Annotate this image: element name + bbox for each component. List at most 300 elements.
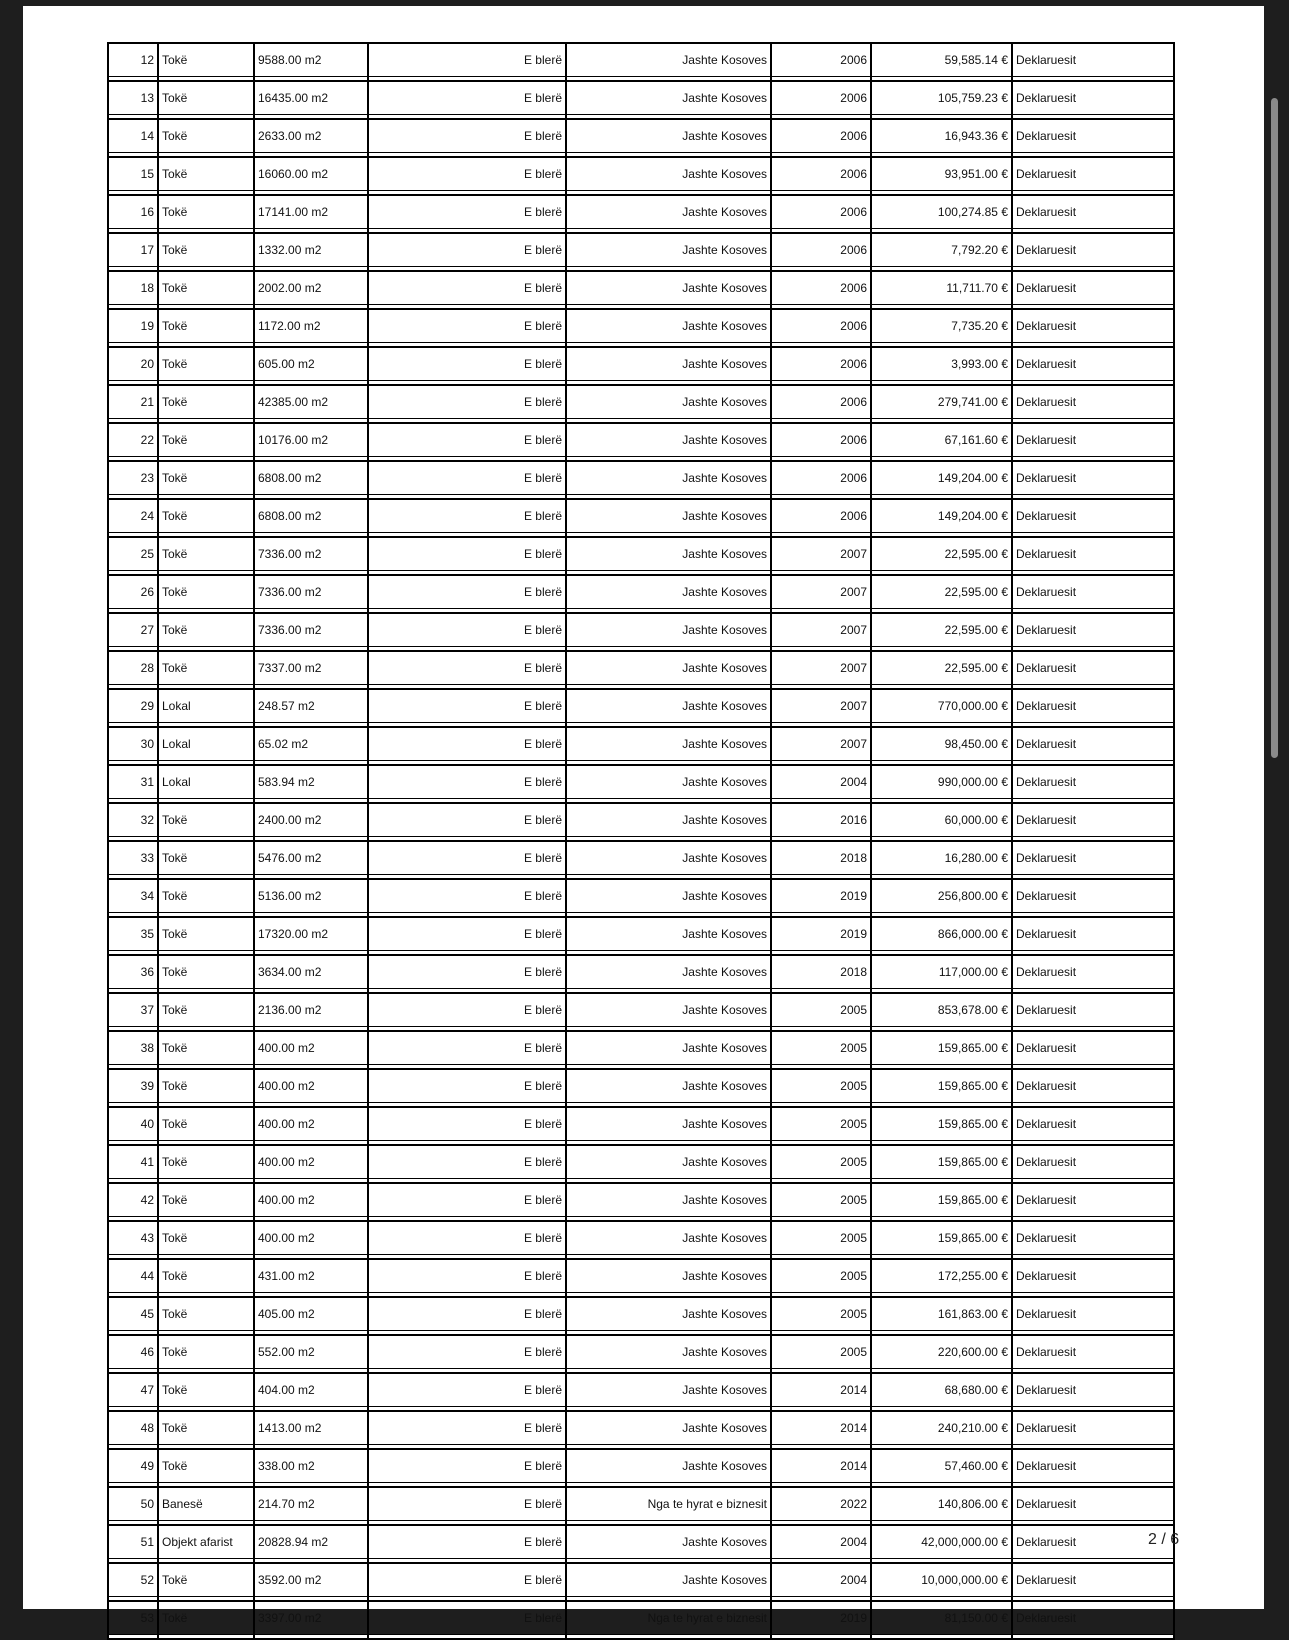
cell-value: 140,806.00 € [871,1487,1012,1525]
cell-area: 7336.00 m2 [254,537,368,575]
cell-area: 2002.00 m2 [254,271,368,309]
table-row [108,613,1174,651]
cell-year: 2006 [771,233,871,271]
cell-funding-source: Jashte Kosoves [566,765,771,803]
cell-value: 172,255.00 € [871,1259,1012,1297]
table-row [108,841,1174,879]
cell-acquisition-type: E blerë [368,1221,566,1259]
cell-funding-source: Jashte Kosoves [566,119,771,157]
cell-property-type: Tokë [158,195,254,233]
cell-owner: Deklaruesit [1012,1411,1174,1449]
table-row [108,765,1174,803]
cell-property-type: Lokal [158,727,254,765]
cell-property-type: Tokë [158,1069,254,1107]
cell-year: 2006 [771,499,871,537]
cell-property-type: Tokë [158,271,254,309]
cell-row-number: 12 [108,43,158,81]
cell-property-type: Tokë [158,955,254,993]
cell-value: 7,792.20 € [871,233,1012,271]
cell-value: 117,000.00 € [871,955,1012,993]
cell-row-number: 34 [108,879,158,917]
cell-property-type: Tokë [158,613,254,651]
cell-area: 338.00 m2 [254,1449,368,1487]
cell-funding-source: Jashte Kosoves [566,385,771,423]
cell-value: 22,595.00 € [871,651,1012,689]
cell-property-type: Tokë [158,1297,254,1335]
cell-property-type: Tokë [158,157,254,195]
table-row [108,1525,1174,1563]
cell-area: 583.94 m2 [254,765,368,803]
cell-year: 2007 [771,537,871,575]
cell-area: 7336.00 m2 [254,575,368,613]
cell-area: 405.00 m2 [254,1297,368,1335]
cell-area: 400.00 m2 [254,1107,368,1145]
cell-owner: Deklaruesit [1012,1145,1174,1183]
cell-year: 2006 [771,385,871,423]
cell-row-number: 47 [108,1373,158,1411]
cell-funding-source: Jashte Kosoves [566,423,771,461]
cell-owner: Deklaruesit [1012,879,1174,917]
cell-value: 159,865.00 € [871,1069,1012,1107]
cell-value: 7,735.20 € [871,309,1012,347]
cell-property-type: Tokë [158,119,254,157]
cell-year: 2014 [771,1411,871,1449]
cell-owner: Deklaruesit [1012,43,1174,81]
cell-value: 11,711.70 € [871,271,1012,309]
cell-row-number: 44 [108,1259,158,1297]
table-row [108,1373,1174,1411]
cell-property-type: Tokë [158,1183,254,1221]
table-row [108,575,1174,613]
cell-funding-source: Jashte Kosoves [566,195,771,233]
cell-acquisition-type: E blerë [368,1525,566,1563]
cell-acquisition-type: E blerë [368,993,566,1031]
cell-value: 159,865.00 € [871,1031,1012,1069]
cell-area: 248.57 m2 [254,689,368,727]
cell-year: 2018 [771,841,871,879]
cell-owner: Deklaruesit [1012,1487,1174,1525]
table-row [108,993,1174,1031]
cell-acquisition-type: E blerë [368,271,566,309]
cell-property-type: Tokë [158,1449,254,1487]
cell-owner: Deklaruesit [1012,1297,1174,1335]
cell-row-number: 16 [108,195,158,233]
cell-value: 59,585.14 € [871,43,1012,81]
cell-owner: Deklaruesit [1012,993,1174,1031]
cell-acquisition-type: E blerë [368,1563,566,1601]
cell-area: 214.70 m2 [254,1487,368,1525]
cell-property-type: Tokë [158,841,254,879]
table-row [108,309,1174,347]
cell-acquisition-type: E blerë [368,1411,566,1449]
cell-acquisition-type: E blerë [368,879,566,917]
cell-owner: Deklaruesit [1012,689,1174,727]
cell-acquisition-type: E blerë [368,1183,566,1221]
cell-year: 2018 [771,955,871,993]
cell-area: 16060.00 m2 [254,157,368,195]
cell-value: 22,595.00 € [871,613,1012,651]
cell-row-number: 37 [108,993,158,1031]
cell-row-number: 27 [108,613,158,651]
cell-owner: Deklaruesit [1012,1449,1174,1487]
cell-acquisition-type: E blerë [368,461,566,499]
cell-row-number: 40 [108,1107,158,1145]
cell-area: 400.00 m2 [254,1031,368,1069]
cell-year: 2006 [771,119,871,157]
cell-acquisition-type: E blerë [368,803,566,841]
cell-row-number: 33 [108,841,158,879]
cell-owner: Deklaruesit [1012,347,1174,385]
cell-year: 2006 [771,461,871,499]
cell-row-number: 32 [108,803,158,841]
cell-area: 3592.00 m2 [254,1563,368,1601]
cell-area: 3634.00 m2 [254,955,368,993]
cell-owner: Deklaruesit [1012,1335,1174,1373]
cell-acquisition-type: E blerë [368,385,566,423]
cell-value: 149,204.00 € [871,499,1012,537]
cell-property-type: Tokë [158,347,254,385]
document-page [23,6,1264,1625]
cell-acquisition-type: E blerë [368,689,566,727]
cell-row-number: 28 [108,651,158,689]
cell-year: 2005 [771,993,871,1031]
cell-owner: Deklaruesit [1012,613,1174,651]
cell-row-number: 30 [108,727,158,765]
cell-acquisition-type: E blerë [368,347,566,385]
cell-property-type: Tokë [158,43,254,81]
cell-row-number: 29 [108,689,158,727]
cell-area: 404.00 m2 [254,1373,368,1411]
cell-year: 2007 [771,727,871,765]
cell-acquisition-type: E blerë [368,841,566,879]
cell-acquisition-type: E blerë [368,157,566,195]
cell-row-number: 26 [108,575,158,613]
cell-funding-source: Nga te hyrat e biznesit [566,1487,771,1525]
cell-row-number: 21 [108,385,158,423]
cell-year: 2006 [771,81,871,119]
cell-funding-source: Jashte Kosoves [566,575,771,613]
cell-row-number: 22 [108,423,158,461]
cell-row-number: 46 [108,1335,158,1373]
table-row [108,195,1174,233]
cell-acquisition-type: E blerë [368,1449,566,1487]
cell-owner: Deklaruesit [1012,195,1174,233]
cell-value: 159,865.00 € [871,1183,1012,1221]
cell-acquisition-type: E blerë [368,575,566,613]
cell-owner: Deklaruesit [1012,727,1174,765]
cell-funding-source: Jashte Kosoves [566,651,771,689]
cell-property-type: Tokë [158,1335,254,1373]
cell-area: 7336.00 m2 [254,613,368,651]
cell-funding-source: Jashte Kosoves [566,803,771,841]
cell-area: 400.00 m2 [254,1221,368,1259]
table-row [108,233,1174,271]
cell-row-number: 23 [108,461,158,499]
cell-area: 1172.00 m2 [254,309,368,347]
cell-area: 42385.00 m2 [254,385,368,423]
cell-value: 279,741.00 € [871,385,1012,423]
cell-year: 2006 [771,43,871,81]
cell-value: 161,863.00 € [871,1297,1012,1335]
cell-owner: Deklaruesit [1012,1601,1174,1639]
cell-owner: Deklaruesit [1012,1525,1174,1563]
cell-value: 220,600.00 € [871,1335,1012,1373]
cell-funding-source: Jashte Kosoves [566,537,771,575]
cell-area: 2136.00 m2 [254,993,368,1031]
cell-funding-source: Jashte Kosoves [566,1031,771,1069]
cell-area: 20828.94 m2 [254,1525,368,1563]
table-row [108,689,1174,727]
cell-year: 2014 [771,1449,871,1487]
table-row [108,43,1174,81]
cell-acquisition-type: E blerë [368,1107,566,1145]
cell-owner: Deklaruesit [1012,841,1174,879]
cell-owner: Deklaruesit [1012,119,1174,157]
cell-area: 65.02 m2 [254,727,368,765]
cell-value: 159,865.00 € [871,1107,1012,1145]
cell-row-number: 51 [108,1525,158,1563]
cell-property-type: Tokë [158,233,254,271]
cell-acquisition-type: E blerë [368,195,566,233]
property-table-body [108,43,1174,1639]
cell-row-number: 19 [108,309,158,347]
cell-property-type: Tokë [158,803,254,841]
cell-area: 16435.00 m2 [254,81,368,119]
cell-area: 9588.00 m2 [254,43,368,81]
cell-value: 16,280.00 € [871,841,1012,879]
cell-owner: Deklaruesit [1012,1031,1174,1069]
cell-value: 16,943.36 € [871,119,1012,157]
cell-acquisition-type: E blerë [368,917,566,955]
cell-property-type: Tokë [158,1411,254,1449]
cell-area: 400.00 m2 [254,1183,368,1221]
cell-acquisition-type: E blerë [368,1069,566,1107]
cell-area: 5476.00 m2 [254,841,368,879]
cell-value: 22,595.00 € [871,575,1012,613]
table-row [108,1069,1174,1107]
table-row [108,423,1174,461]
cell-funding-source: Jashte Kosoves [566,1335,771,1373]
table-row [108,1221,1174,1259]
cell-property-type: Tokë [158,651,254,689]
cell-value: 98,450.00 € [871,727,1012,765]
cell-value: 22,595.00 € [871,537,1012,575]
cell-acquisition-type: E blerë [368,1297,566,1335]
cell-acquisition-type: E blerë [368,651,566,689]
cell-year: 2007 [771,575,871,613]
table-row [108,727,1174,765]
cell-row-number: 53 [108,1601,158,1639]
cell-area: 552.00 m2 [254,1335,368,1373]
cell-owner: Deklaruesit [1012,81,1174,119]
cell-year: 2007 [771,613,871,651]
cell-owner: Deklaruesit [1012,499,1174,537]
table-row [108,879,1174,917]
cell-year: 2005 [771,1183,871,1221]
cell-year: 2004 [771,765,871,803]
cell-owner: Deklaruesit [1012,423,1174,461]
cell-area: 6808.00 m2 [254,499,368,537]
cell-property-type: Tokë [158,309,254,347]
cell-acquisition-type: E blerë [368,1487,566,1525]
cell-value: 60,000.00 € [871,803,1012,841]
cell-property-type: Tokë [158,1221,254,1259]
cell-year: 2007 [771,651,871,689]
table-row [108,1145,1174,1183]
cell-row-number: 41 [108,1145,158,1183]
cell-year: 2005 [771,1221,871,1259]
cell-acquisition-type: E blerë [368,1031,566,1069]
cell-funding-source: Jashte Kosoves [566,347,771,385]
cell-funding-source: Jashte Kosoves [566,841,771,879]
cell-acquisition-type: E blerë [368,233,566,271]
cell-row-number: 17 [108,233,158,271]
cell-row-number: 31 [108,765,158,803]
cell-funding-source: Jashte Kosoves [566,1297,771,1335]
table-row [108,1183,1174,1221]
cell-funding-source: Jashte Kosoves [566,499,771,537]
cell-funding-source: Jashte Kosoves [566,993,771,1031]
cell-owner: Deklaruesit [1012,271,1174,309]
cell-area: 10176.00 m2 [254,423,368,461]
cell-acquisition-type: E blerë [368,499,566,537]
cell-property-type: Tokë [158,1563,254,1601]
cell-acquisition-type: E blerë [368,537,566,575]
cell-property-type: Objekt afarist [158,1525,254,1563]
cell-year: 2016 [771,803,871,841]
cell-row-number: 50 [108,1487,158,1525]
cell-area: 1332.00 m2 [254,233,368,271]
cell-area: 431.00 m2 [254,1259,368,1297]
cell-acquisition-type: E blerë [368,309,566,347]
cell-acquisition-type: E blerë [368,43,566,81]
cell-funding-source: Jashte Kosoves [566,1411,771,1449]
cell-year: 2005 [771,1145,871,1183]
cell-value: 42,000,000.00 € [871,1525,1012,1563]
cell-owner: Deklaruesit [1012,575,1174,613]
table-row [108,1259,1174,1297]
cell-row-number: 42 [108,1183,158,1221]
cell-owner: Deklaruesit [1012,537,1174,575]
cell-owner: Deklaruesit [1012,803,1174,841]
cell-year: 2022 [771,1487,871,1525]
cell-value: 866,000.00 € [871,917,1012,955]
cell-row-number: 39 [108,1069,158,1107]
cell-area: 6808.00 m2 [254,461,368,499]
cell-value: 770,000.00 € [871,689,1012,727]
cell-row-number: 43 [108,1221,158,1259]
cell-owner: Deklaruesit [1012,233,1174,271]
cell-area: 400.00 m2 [254,1145,368,1183]
table-row [108,955,1174,993]
cell-value: 105,759.23 € [871,81,1012,119]
cell-owner: Deklaruesit [1012,765,1174,803]
cell-acquisition-type: E blerë [368,1373,566,1411]
cell-property-type: Tokë [158,917,254,955]
cell-value: 159,865.00 € [871,1221,1012,1259]
table-row [108,1563,1174,1601]
cell-funding-source: Jashte Kosoves [566,1221,771,1259]
cell-property-type: Lokal [158,765,254,803]
cell-row-number: 25 [108,537,158,575]
table-row [108,1031,1174,1069]
table-row [108,1487,1174,1525]
cell-row-number: 48 [108,1411,158,1449]
cell-property-type: Tokë [158,81,254,119]
cell-property-type: Tokë [158,879,254,917]
cell-acquisition-type: E blerë [368,765,566,803]
cell-year: 2006 [771,423,871,461]
cell-property-type: Tokë [158,385,254,423]
cell-area: 605.00 m2 [254,347,368,385]
cell-funding-source: Jashte Kosoves [566,1107,771,1145]
cell-year: 2006 [771,347,871,385]
cell-property-type: Tokë [158,423,254,461]
cell-property-type: Banesë [158,1487,254,1525]
cell-area: 17320.00 m2 [254,917,368,955]
cell-year: 2005 [771,1069,871,1107]
cell-property-type: Tokë [158,1031,254,1069]
cell-year: 2019 [771,879,871,917]
cell-row-number: 13 [108,81,158,119]
table-row [108,1335,1174,1373]
cell-value: 3,993.00 € [871,347,1012,385]
cell-row-number: 49 [108,1449,158,1487]
cell-area: 2400.00 m2 [254,803,368,841]
table-row [108,917,1174,955]
cell-value: 256,800.00 € [871,879,1012,917]
table-row [108,1411,1174,1449]
table-row [108,1107,1174,1145]
cell-row-number: 52 [108,1563,158,1601]
cell-owner: Deklaruesit [1012,1107,1174,1145]
cell-funding-source: Jashte Kosoves [566,81,771,119]
cell-funding-source: Jashte Kosoves [566,1563,771,1601]
cell-acquisition-type: E blerë [368,727,566,765]
cell-row-number: 35 [108,917,158,955]
cell-acquisition-type: E blerë [368,1145,566,1183]
cell-funding-source: Jashte Kosoves [566,1183,771,1221]
table-row [108,1297,1174,1335]
cell-property-type: Tokë [158,575,254,613]
cell-funding-source: Jashte Kosoves [566,955,771,993]
cell-funding-source: Jashte Kosoves [566,1373,771,1411]
page-indicator: 2 / 6 [1148,1531,1180,1548]
cell-owner: Deklaruesit [1012,917,1174,955]
cell-funding-source: Jashte Kosoves [566,1069,771,1107]
table-row [108,385,1174,423]
cell-value: 10,000,000.00 € [871,1563,1012,1601]
cell-year: 2006 [771,195,871,233]
cell-area: 7337.00 m2 [254,651,368,689]
cell-property-type: Tokë [158,537,254,575]
cell-funding-source: Jashte Kosoves [566,727,771,765]
cell-property-type: Tokë [158,1145,254,1183]
cell-owner: Deklaruesit [1012,1563,1174,1601]
cell-area: 400.00 m2 [254,1069,368,1107]
cell-row-number: 45 [108,1297,158,1335]
cell-year: 2005 [771,1335,871,1373]
cell-funding-source: Jashte Kosoves [566,613,771,651]
table-row [108,803,1174,841]
cell-row-number: 38 [108,1031,158,1069]
vertical-scrollbar[interactable] [1271,98,1278,758]
cell-year: 2005 [771,1259,871,1297]
cell-row-number: 14 [108,119,158,157]
cell-funding-source: Jashte Kosoves [566,43,771,81]
cell-funding-source: Jashte Kosoves [566,917,771,955]
cell-owner: Deklaruesit [1012,1373,1174,1411]
